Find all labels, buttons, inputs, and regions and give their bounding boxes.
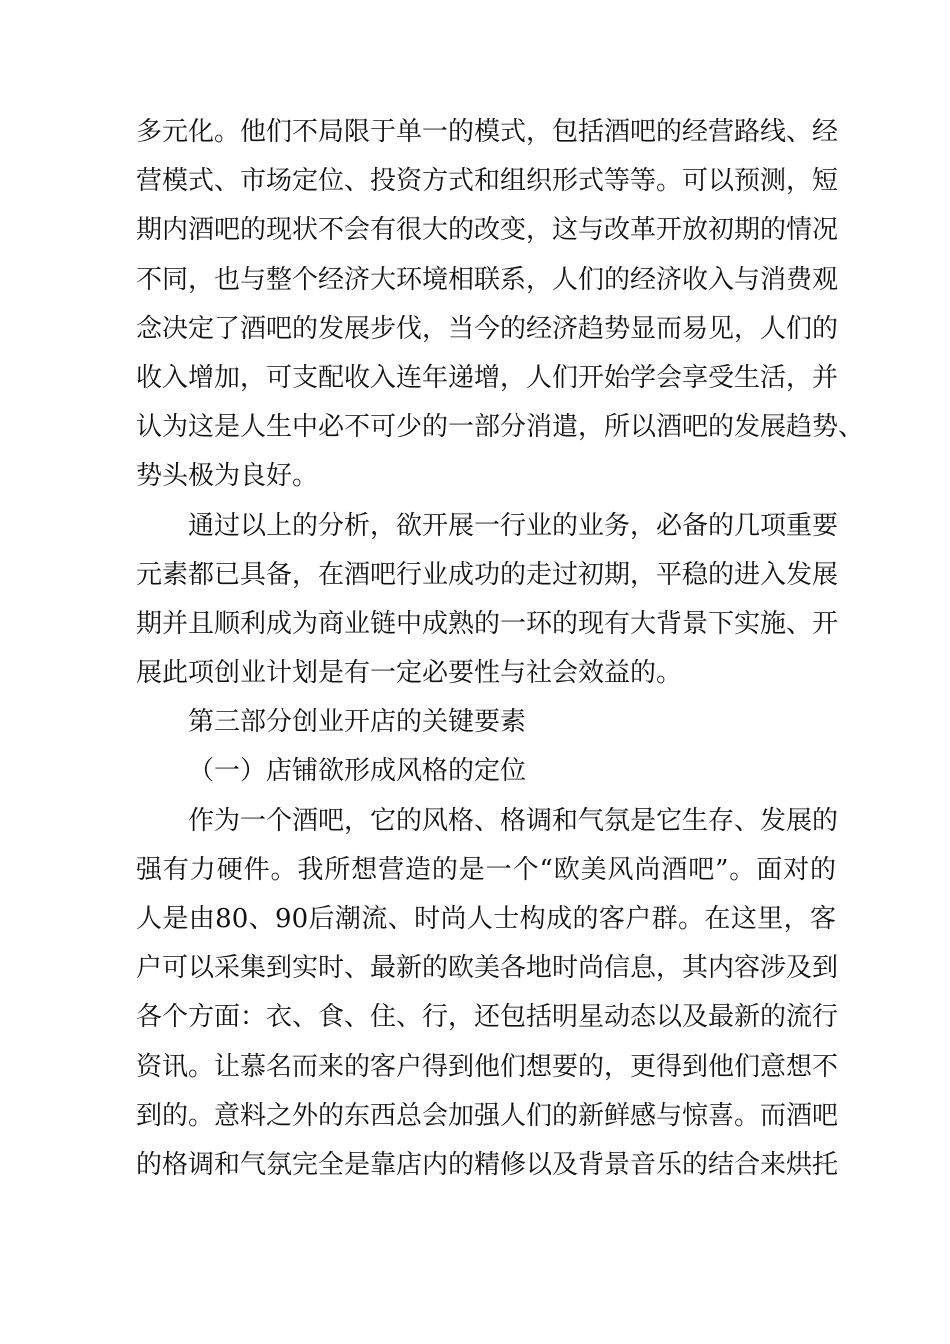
text-line: 期并且顺利成为商业链中成熟的一环的现有大背景下实施、开	[136, 608, 839, 639]
text-line: 元素都已具备，在酒吧行业成功的走过初期，平稳的进入发展	[136, 559, 839, 590]
text-line: 收入增加，可支配收入连年递增，人们开始学会享受生活，并	[136, 362, 839, 393]
text-line: 期内酒吧的现状不会有很大的改变，这与改革开放初期的情况	[136, 215, 839, 246]
text-line: 念决定了酒吧的发展步伐，当今的经济趋势显而易见，人们的	[136, 313, 839, 344]
text-line: 通过以上的分析，欲开展一行业的业务，必备的几项重要	[188, 510, 839, 541]
text-line: 展此项创业计划是有一定必要性与社会效益的。	[136, 658, 683, 689]
text-line: 营模式、市场定位、投资方式和组织形式等等。可以预测，短	[136, 166, 839, 197]
text-line: 的格调和气氛完全是靠店内的精修以及背景音乐的结合来烘托	[136, 1149, 839, 1180]
text-line: 户可以采集到实时、最新的欧美各地时尚信息，其内容涉及到	[136, 953, 839, 984]
text-line: 多元化。他们不局限于单一的模式，包括酒吧的经营路线、经	[136, 117, 839, 147]
document-body	[136, 108, 865, 1190]
text-line: 资讯。让慕名而来的客户得到他们想要的，更得到他们意想不	[136, 1051, 839, 1082]
text-line: 到的。意料之外的东西总会加强人们的新鲜感与惊喜。而酒吧	[136, 1100, 839, 1131]
text-line: 强有力硬件。我所想营造的是一个“欧美风尚酒吧”。面对的	[136, 854, 836, 885]
text-line: 作为一个酒吧，它的风格、格调和气氛是它生存、发展的	[188, 805, 839, 836]
text-line: 人是由80、90后潮流、时尚人士构成的客户群。在这里，客	[136, 904, 836, 934]
text-line: 不同，也与整个经济大环境相联系，人们的经济收入与消费观	[136, 264, 839, 295]
section-heading: 第三部分创业开店的关键要素	[188, 707, 527, 738]
text-line: 势头极为良好。	[136, 461, 319, 492]
text-line: 各个方面：衣、食、住、行，还包括明星动态以及最新的流行	[136, 1002, 839, 1033]
text-line: 认为这是人生中必不可少的一部分消遣，所以酒吧的发展趋势、	[136, 412, 865, 443]
subsection-heading: （一）店铺欲形成风格的定位	[188, 756, 527, 787]
